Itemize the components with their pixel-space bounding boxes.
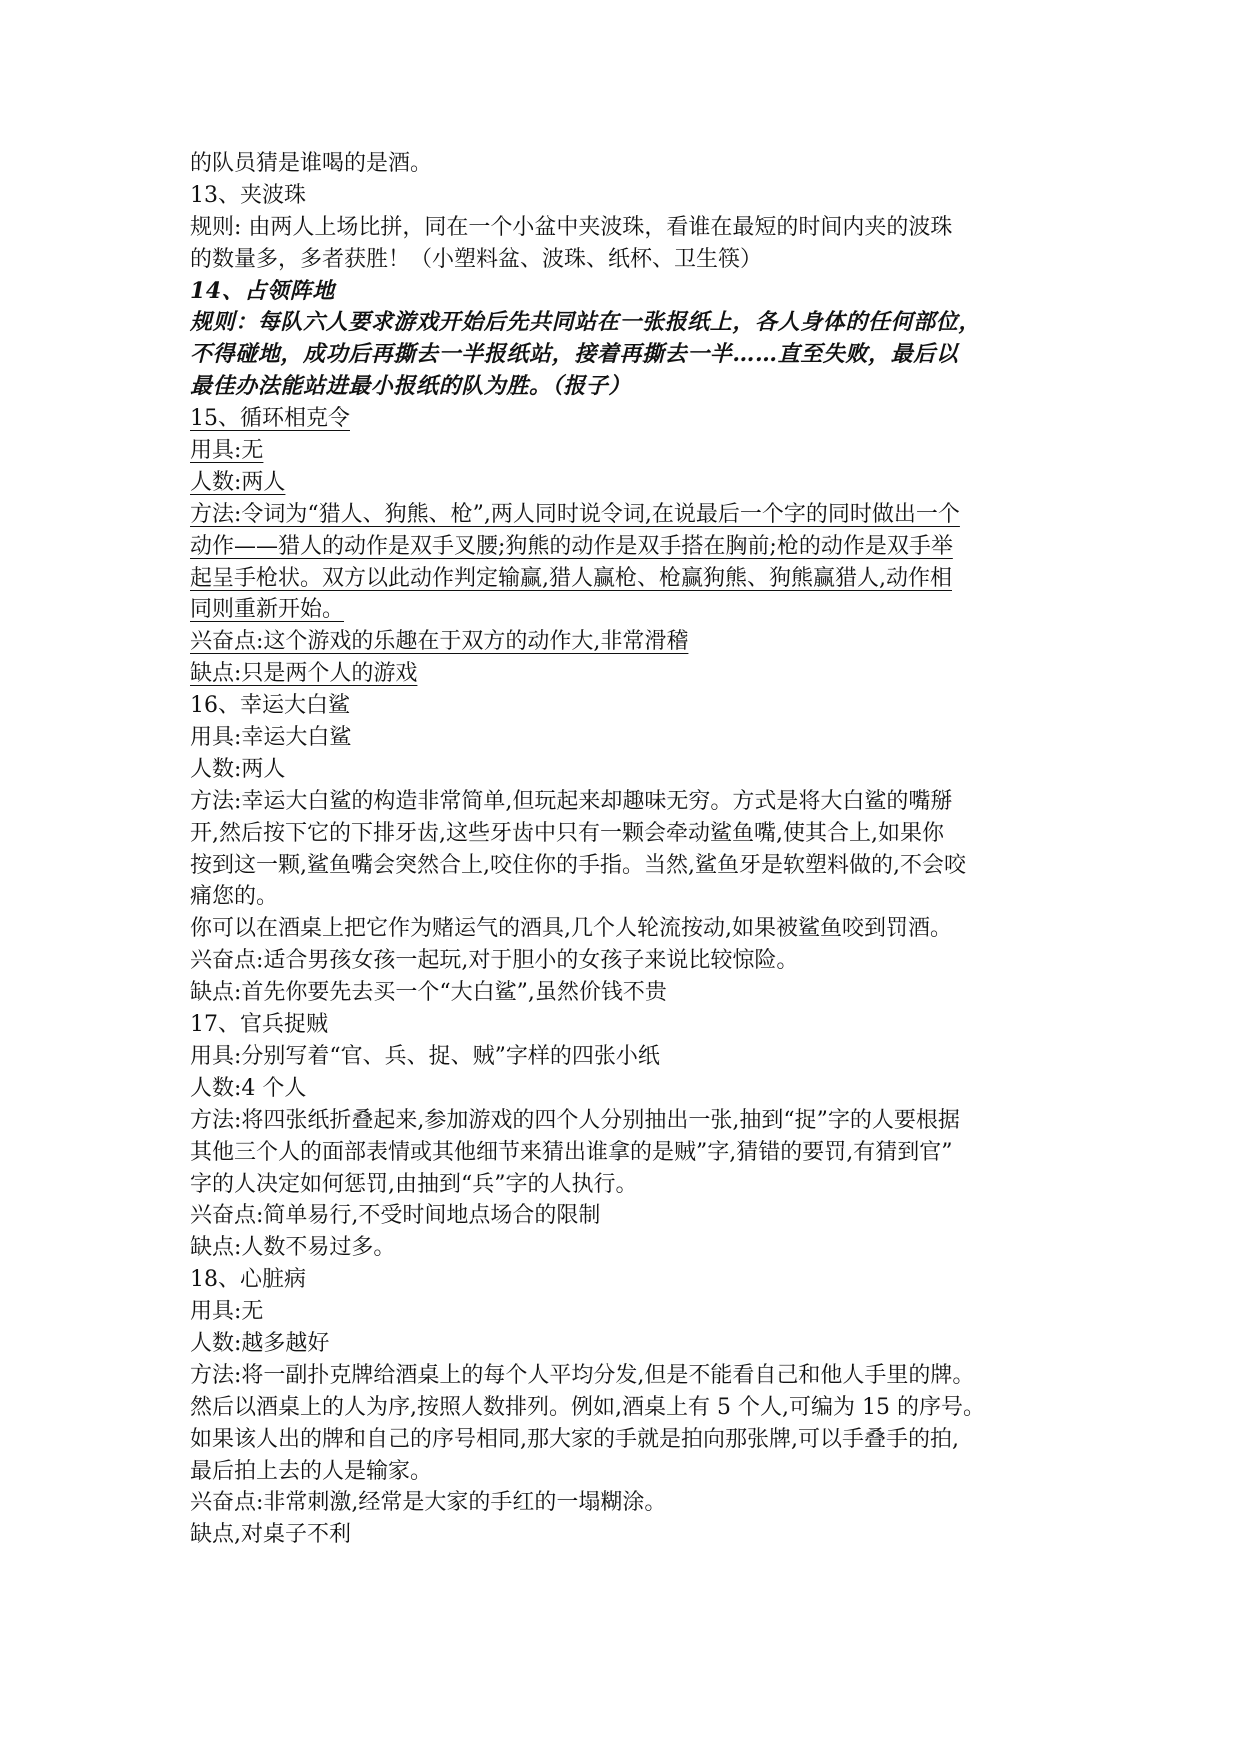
text-line: 用具:幸运大白鲨 xyxy=(190,725,352,751)
underlined-section xyxy=(190,403,1070,690)
text-line: 如果该人出的牌和自己的序号相同,那大家的手就是拍向那张牌,可以手叠手的拍, xyxy=(190,1426,959,1452)
text-line: 同则重新开始。 xyxy=(190,597,345,623)
text-line: 最后拍上去的人是输家。 xyxy=(190,1458,433,1484)
text-line: 其他三个人的面部表情或其他细节来猜出谁拿的是贼”字,猜错的要罚,有猜到官” xyxy=(190,1139,953,1165)
text-line: 方法:令词为“猎人、狗熊、枪”,两人同时说令词,在说最后一个字的同时做出一个 xyxy=(190,501,960,527)
text-line: 缺点:首先你要先去买一个“大白鲨”,虽然价钱不贵 xyxy=(190,980,667,1006)
text-line: 按到这一颗,鲨鱼嘴会突然合上,咬住你的手指。当然,鲨鱼牙是软塑料做的,不会咬 xyxy=(190,852,966,878)
section-heading: 17、官兵捉贼 xyxy=(190,1012,328,1038)
document-page xyxy=(190,148,1070,1551)
text-line: 缺点:人数不易过多。 xyxy=(190,1235,396,1261)
text-line: 你可以在酒桌上把它作为赌运气的酒具,几个人轮流按动,如果被鲨鱼咬到罚酒。 xyxy=(190,916,952,942)
section-heading: 16、幸运大白鲨 xyxy=(190,693,350,719)
text-line: 的数量多，多者获胜！（小塑料盆、波珠、纸杯、卫生筷） xyxy=(190,246,763,272)
text-line: 兴奋点:简单易行,不受时间地点场合的限制 xyxy=(190,1203,601,1229)
text-line: 人数:两人 xyxy=(190,469,286,495)
text-line: 人数:4 个人 xyxy=(190,1075,307,1101)
text-line: 方法:将四张纸折叠起来,参加游戏的四个人分别抽出一张,抽到“捉”字的人要根据 xyxy=(190,1107,960,1133)
section-heading: 14、占领阵地 xyxy=(190,277,335,304)
text-line: 兴奋点:这个游戏的乐趣在于双方的动作大,非常滑稽 xyxy=(190,629,689,655)
text-line: 缺点,对桌子不利 xyxy=(190,1522,351,1548)
text-line: 规则：每队六人要求游戏开始后先共同站在一张报纸上，各人身体的任何部位， xyxy=(190,309,982,336)
text-line: 的队员猜是谁喝的是酒。 xyxy=(190,151,433,176)
text-line: 最佳办法能站进最小报纸的队为胜。（报子） xyxy=(190,373,632,400)
text-line: 开,然后按下它的下排牙齿,这些牙齿中只有一颗会牵动鲨鱼嘴,使其合上,如果你 xyxy=(190,820,944,846)
text-line: 不得碰地，成功后再撕去一半报纸站，接着再撕去一半……直至失败，最后以 xyxy=(190,341,959,368)
text-line: 然后以酒桌上的人为序,按照人数排列。例如,酒桌上有 5 个人,可编为 15 的序号。 xyxy=(190,1394,985,1420)
text-line: 方法:幸运大白鲨的构造非常简单,但玩起来却趣味无穷。方式是将大白鲨的嘴掰 xyxy=(190,788,953,814)
text-line: 兴奋点:适合男孩女孩一起玩,对于胆小的女孩子来说比较惊险。 xyxy=(190,948,799,974)
section-heading: 18、心脏病 xyxy=(190,1267,306,1293)
text-line: 兴奋点:非常刺激,经常是大家的手红的一塌糊涂。 xyxy=(190,1490,667,1516)
text-line: 痛您的。 xyxy=(190,884,279,910)
text-line: 人数:两人 xyxy=(190,756,286,782)
text-line: 规则: 由两人上场比拼，同在一个小盆中夹波珠，看谁在最短的时间内夹的波珠 xyxy=(190,214,953,240)
section-heading: 13、夹波珠 xyxy=(190,182,306,208)
text-line: 用具:无 xyxy=(190,1299,264,1325)
text-line: 字的人决定如何惩罚,由抽到“兵”字的人执行。 xyxy=(190,1171,638,1197)
text-line: 用具:无 xyxy=(190,438,264,464)
text-line: 用具:分别写着“官、兵、捉、贼”字样的四张小纸 xyxy=(190,1043,660,1069)
text-line: 方法:将一副扑克牌给酒桌上的每个人平均分发,但是不能看自己和他人手里的牌。 xyxy=(190,1362,975,1388)
text-line: 缺点:只是两个人的游戏 xyxy=(190,661,418,687)
text-line: 起呈手枪状。双方以此动作判定输赢,猎人赢枪、枪赢狗熊、狗熊赢猎人,动作相 xyxy=(190,565,952,591)
section-heading: 15、循环相克令 xyxy=(190,406,350,432)
text-line: 动作——猎人的动作是双手叉腰;狗熊的动作是双手搭在胸前;枪的动作是双手举 xyxy=(190,533,953,559)
text-line: 人数:越多越好 xyxy=(190,1330,330,1356)
